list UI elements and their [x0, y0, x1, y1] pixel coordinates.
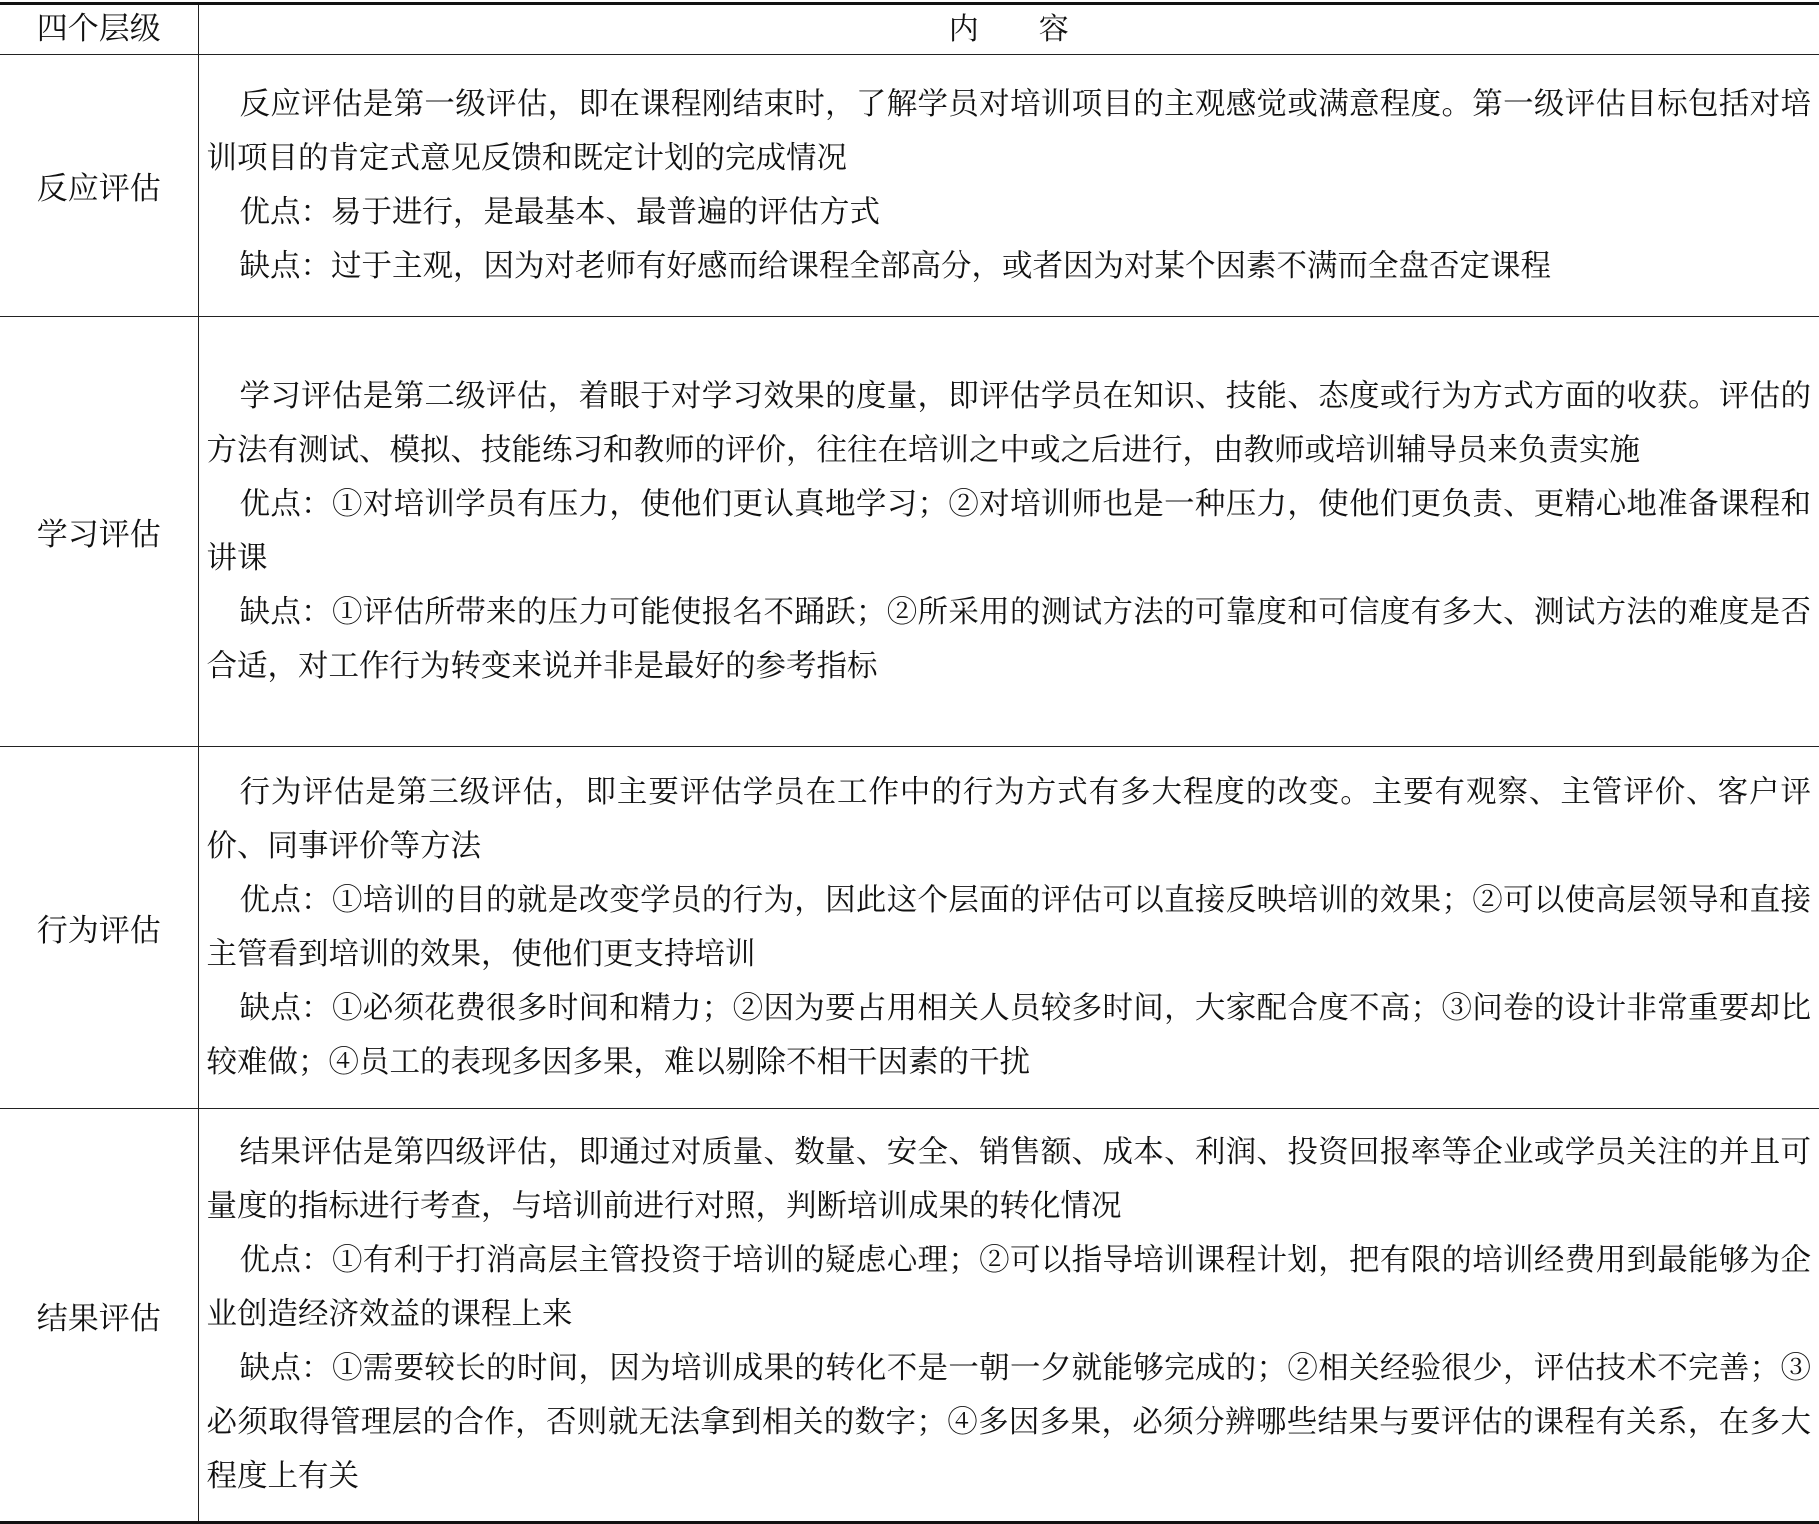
table-row: [0, 747, 1819, 1109]
table-header-row: [0, 4, 1819, 55]
description-paragraph: 结果评估是第四级评估，即通过对质量、数量、安全、销售额、成本、利润、投资回报率等企业或学员关注的并且可量度的指标进行考查，与培训前进行对照，判断培训成果的转化情况: [206, 1135, 1811, 1224]
header-content: 内容: [198, 4, 1819, 55]
advantages-paragraph: 优点：易于进行，是最基本、最普遍的评估方式: [239, 194, 880, 230]
table-row: [0, 55, 1819, 317]
level-label: 学习评估: [0, 317, 198, 747]
advantages-paragraph: 优点：①有利于打消高层主管投资于培训的疑虑心理；②可以指导培训课程计划，把有限的培训经费用到最能够为企业创造经济效益的课程上来: [206, 1243, 1811, 1332]
content-cell: [198, 1109, 1819, 1523]
table-row: [0, 1109, 1819, 1523]
description-paragraph: 反应评估是第一级评估，即在课程刚结束时，了解学员对培训项目的主观感觉或满意程度。第一级评估目标包括对培训项目的肯定式意见反馈和既定计划的完成情况: [206, 86, 1811, 176]
disadvantages-paragraph: 缺点：①评估所带来的压力可能使报名不踊跃；②所采用的测试方法的可靠度和可信度有多大、测试方法的难度是否合适，对工作行为转变来说并非是最好的参考指标: [206, 594, 1811, 684]
level-label: 行为评估: [0, 747, 198, 1109]
content-cell: [198, 317, 1819, 747]
content-cell: [198, 55, 1819, 317]
evaluation-levels-table: [0, 2, 1819, 1524]
advantages-paragraph: 优点：①培训的目的就是改变学员的行为，因此这个层面的评估可以直接反映培训的效果；②可以使高层领导和直接主管看到培训的效果，使他们更支持培训: [206, 882, 1811, 972]
disadvantages-paragraph: 缺点：①需要较长的时间，因为培训成果的转化不是一朝一夕就能够完成的；②相关经验很少，评估技术不完善；③必须取得管理层的合作，否则就无法拿到相关的数字；④多因多果，必须分辨哪些结果与要评估的课程有关系，在多大程度上有关: [206, 1351, 1811, 1494]
level-label: 反应评估: [0, 55, 198, 317]
level-label: 结果评估: [0, 1109, 198, 1523]
advantages-paragraph: 优点：①对培训学员有压力，使他们更认真地学习；②对培训师也是一种压力，使他们更负责、更精心地准备课程和讲课: [206, 486, 1811, 576]
disadvantages-paragraph: 缺点：①必须花费很多时间和精力；②因为要占用相关人员较多时间，大家配合度不高；③问卷的设计非常重要却比较难做；④员工的表现多因多果，难以剔除不相干因素的干扰: [206, 990, 1811, 1080]
table-row: [0, 317, 1819, 747]
content-cell: [198, 747, 1819, 1109]
header-level: 四个层级: [0, 4, 198, 55]
description-paragraph: 行为评估是第三级评估，即主要评估学员在工作中的行为方式有多大程度的改变。主要有观察、主管评价、客户评价、同事评价等方法: [206, 774, 1811, 864]
description-paragraph: 学习评估是第二级评估，着眼于对学习效果的度量，即评估学员在知识、技能、态度或行为方式方面的收获。评估的方法有测试、模拟、技能练习和教师的评价，往往在培训之中或之后进行，由教师或培训辅导员来负责实施: [206, 378, 1811, 468]
disadvantages-paragraph: 缺点：过于主观，因为对老师有好感而给课程全部高分，或者因为对某个因素不满而全盘否定课程: [239, 248, 1551, 284]
